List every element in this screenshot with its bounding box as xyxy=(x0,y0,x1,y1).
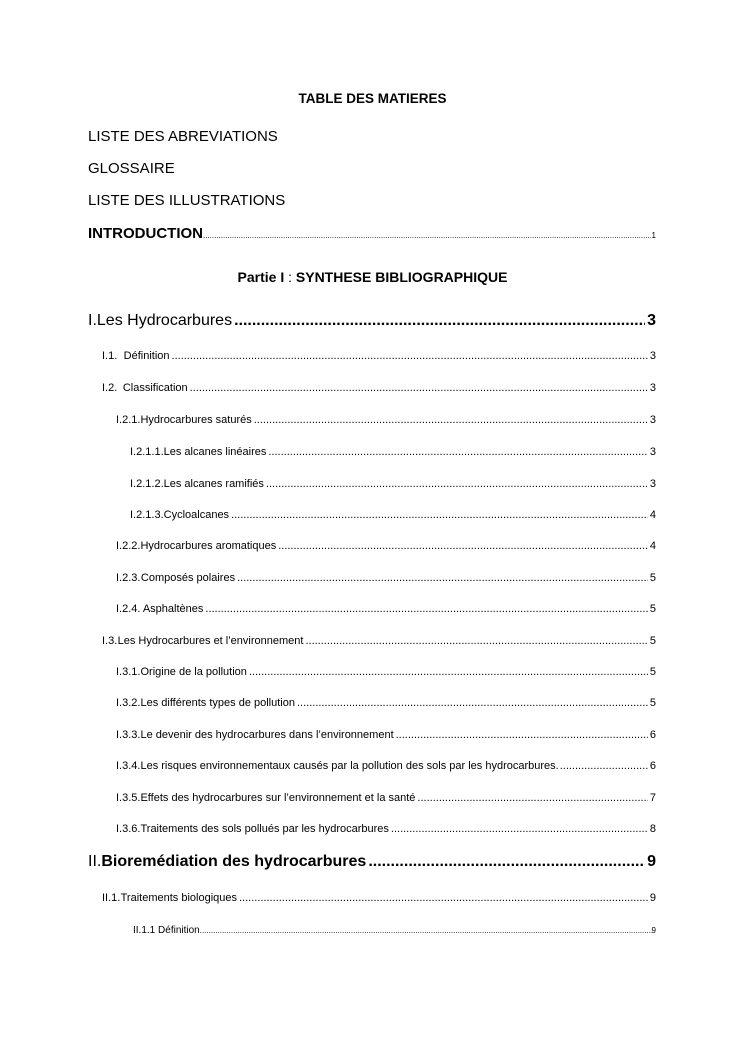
toc-label: Effets des hydrocarbures sur l’environnement et la santé xyxy=(140,792,416,804)
toc-label: Définition xyxy=(123,350,170,362)
toc-label: Hydrocarbures saturés xyxy=(140,414,252,426)
part-title: SYNTHESE BIBLIOGRAPHIQUE xyxy=(295,269,508,285)
toc-number: I.3.3. xyxy=(116,729,141,741)
toc-entry-I-1[interactable] xyxy=(102,350,656,362)
page-title: TABLE DES MATIERES xyxy=(298,91,447,106)
toc-label: Asphaltènes xyxy=(142,603,204,615)
dot-leader xyxy=(249,666,648,678)
toc-entry-I-2-1[interactable] xyxy=(116,414,656,426)
toc-entry-I-3-5[interactable] xyxy=(116,792,656,804)
toc-label: Traitements biologiques xyxy=(120,892,237,904)
dot-leader xyxy=(396,729,648,741)
toc-number: I.3.5. xyxy=(116,792,141,804)
dot-leader xyxy=(417,792,647,804)
toc-page-number: 3 xyxy=(649,350,656,362)
toc-entry-I-2-1-3[interactable] xyxy=(130,509,656,521)
toc-label: Origine de la pollution xyxy=(140,666,247,678)
toc-entry-II[interactable] xyxy=(88,853,656,871)
dot-leader xyxy=(190,382,648,394)
toc-number: I.2.1. xyxy=(116,414,141,426)
toc-page-number: 5 xyxy=(649,666,656,678)
toc-label: Bioremédiation des hydrocarbures xyxy=(101,853,367,870)
toc-number: I. xyxy=(88,312,97,329)
toc-page-number: 6 xyxy=(649,729,656,741)
toc-number: I.2.1.2. xyxy=(130,478,164,490)
toc-number: II. xyxy=(88,853,102,870)
toc-page-number: 5 xyxy=(649,697,656,709)
toc-number: II.1. xyxy=(102,892,121,904)
toc-page-number: 3 xyxy=(649,414,656,426)
toc-number: I.3.6. xyxy=(116,823,141,835)
dot-leader xyxy=(368,853,645,871)
dot-leader xyxy=(391,823,648,835)
dot-leader xyxy=(560,760,649,772)
toc-label: Les risques environnementaux causés par la pollution des sols par les hydrocarbures. xyxy=(140,760,559,772)
toc-label: Composés polaires xyxy=(140,572,236,584)
dot-leader xyxy=(231,509,648,521)
toc-label: Hydrocarbures aromatiques xyxy=(140,540,277,552)
dot-leader xyxy=(234,312,645,330)
toc-number: I.1. xyxy=(102,350,118,362)
part-label: Partie I xyxy=(237,269,285,285)
toc-page-number: 4 xyxy=(649,540,656,552)
toc-label: Classification xyxy=(122,382,188,394)
dot-leader xyxy=(237,572,648,584)
dot-leader xyxy=(305,635,647,647)
toc-page-number: 9 xyxy=(651,926,656,935)
toc-entry-I-2-4[interactable] xyxy=(116,603,656,615)
toc-illustrations[interactable]: LISTE DES ILLUSTRATIONS xyxy=(88,192,286,209)
toc-page-number: 7 xyxy=(649,792,656,804)
toc-number: I.3.4. xyxy=(116,760,141,772)
dot-leader xyxy=(200,926,652,935)
toc-page-number: 9 xyxy=(649,892,656,904)
toc-page-number: 5 xyxy=(649,635,656,647)
toc-label: Les alcanes ramifiés xyxy=(163,478,264,490)
toc-abbreviations[interactable]: LISTE DES ABREVIATIONS xyxy=(88,128,278,145)
dot-leader xyxy=(297,697,648,709)
toc-page-number: 1 xyxy=(651,231,656,240)
toc-number: I.3. xyxy=(102,635,118,647)
toc-label: Les Hydrocarbures et l’environnement xyxy=(117,635,304,647)
toc-page-number: 3 xyxy=(647,312,656,329)
toc-number: I.3.2. xyxy=(116,697,141,709)
toc-number: I.2.2. xyxy=(116,540,141,552)
toc-entry-I-2-2[interactable] xyxy=(116,540,656,552)
toc-page-number: 9 xyxy=(647,853,656,870)
toc-page-number: 5 xyxy=(649,603,656,615)
toc-page-number: 6 xyxy=(649,760,656,772)
toc-page-number: 3 xyxy=(649,382,656,394)
toc-page-number: 3 xyxy=(649,478,656,490)
toc-page-number: 5 xyxy=(649,572,656,584)
toc-label: Les différents types de pollution xyxy=(140,697,295,709)
toc-number: I.2.3. xyxy=(116,572,141,584)
toc-entry-I-3-3[interactable] xyxy=(116,729,656,741)
toc-page-number: 8 xyxy=(649,823,656,835)
toc-label: Traitements des sols pollués par les hydrocarbures xyxy=(140,823,389,835)
dot-leader xyxy=(239,892,648,904)
toc-number: I.3.1. xyxy=(116,666,141,678)
toc-introduction[interactable] xyxy=(88,225,656,242)
toc-entry-I-3-2[interactable] xyxy=(116,697,656,709)
toc-entry-I[interactable] xyxy=(88,312,656,330)
part-heading xyxy=(0,269,745,285)
dot-leader xyxy=(266,478,648,490)
toc-label: Cycloalcanes xyxy=(163,509,230,521)
toc-label: Les Hydrocarbures xyxy=(96,312,233,329)
toc-entry-I-3[interactable] xyxy=(102,635,656,647)
toc-label: INTRODUCTION xyxy=(88,225,203,242)
toc-entry-I-2-1-1[interactable] xyxy=(130,446,656,458)
toc-number: I.2.4. xyxy=(116,603,141,615)
toc-label: Le devenir des hydrocarbures dans l’environnement xyxy=(140,729,394,741)
dot-leader xyxy=(254,414,648,426)
toc-page-number: 3 xyxy=(649,446,656,458)
toc-label: Définition xyxy=(158,925,200,936)
dot-leader xyxy=(172,350,648,362)
toc-number: I.2. xyxy=(102,382,118,394)
toc-entry-I-3-4[interactable] xyxy=(116,760,656,772)
dot-leader xyxy=(205,603,647,615)
toc-number: II.1.1 xyxy=(133,925,156,936)
part-separator: : xyxy=(284,269,296,285)
dot-leader xyxy=(268,446,648,458)
dot-leader xyxy=(278,540,648,552)
toc-entry-I-2-1-2[interactable] xyxy=(130,478,656,490)
toc-entry-I-3-6[interactable] xyxy=(116,823,656,835)
toc-label: Les alcanes linéaires xyxy=(163,446,267,458)
toc-entry-II-1-1[interactable] xyxy=(133,925,656,936)
toc-glossary[interactable]: GLOSSAIRE xyxy=(88,160,175,177)
toc-entry-I-2[interactable] xyxy=(102,382,656,394)
toc-number: I.2.1.3. xyxy=(130,509,164,521)
toc-number: I.2.1.1. xyxy=(130,446,164,458)
toc-entry-I-2-3[interactable] xyxy=(116,572,656,584)
toc-entry-II-1[interactable] xyxy=(102,892,656,904)
toc-page-number: 4 xyxy=(649,509,656,521)
dot-leader xyxy=(203,231,651,240)
toc-entry-I-3-1[interactable] xyxy=(116,666,656,678)
